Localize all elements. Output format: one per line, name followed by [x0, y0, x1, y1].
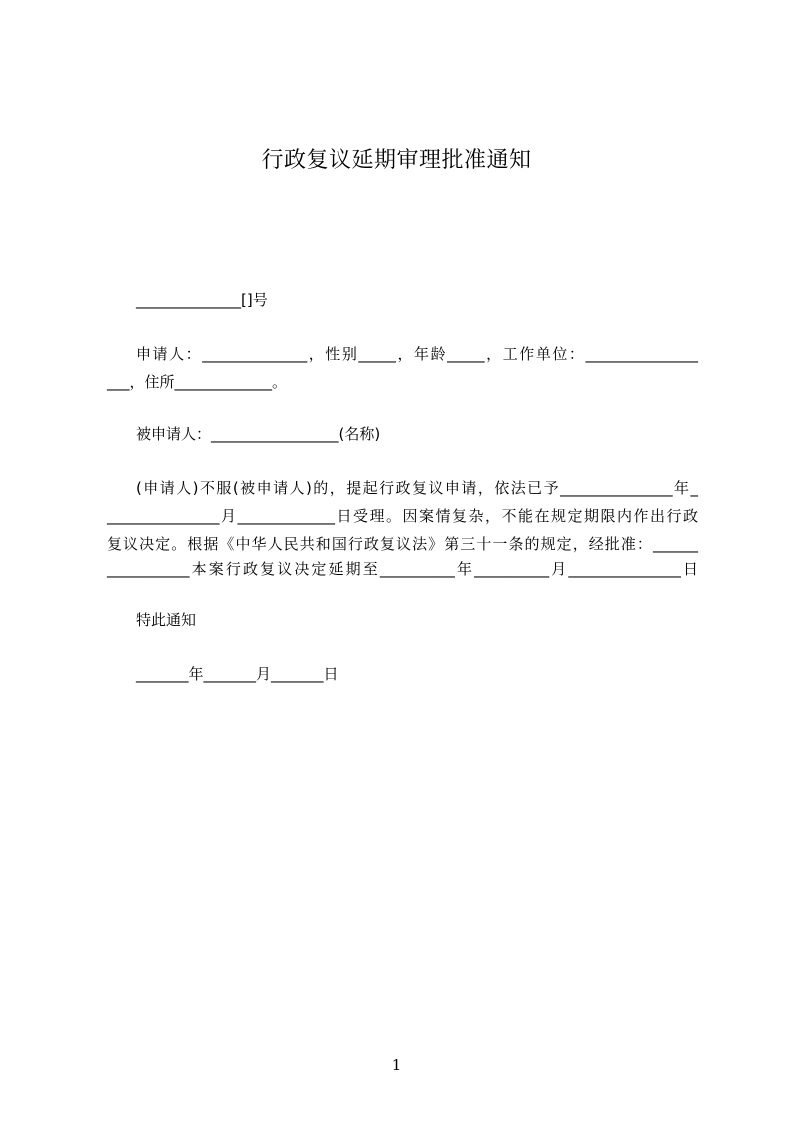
- document-title: 行政复议延期审理批准通知: [261, 148, 532, 173]
- notice-text: 特此通知: [136, 611, 197, 629]
- applicant-line-2: ___，住所_____________。: [107, 373, 288, 391]
- page-number: 1: [391, 1056, 402, 1074]
- date-line: _______年_______月_______日: [136, 665, 339, 683]
- body-line-4: ___________本案行政复议决定延期至__________年__________月_______________日: [107, 560, 698, 578]
- body-line-1: (申请人)不服(被申请人)的，提起行政复议申请，依法已予_______________年_: [136, 479, 698, 497]
- applicant-line-1: 申请人：______________，性别_____，年龄_____，工作单位：_______________: [136, 345, 698, 363]
- body-line-2: _______________月_____________日受理。因案情复杂，不能在规定期限内作出行政: [107, 507, 698, 525]
- respondent-line: 被申请人：_________________(名称): [136, 425, 381, 443]
- document-number: ______________[]号: [136, 291, 268, 309]
- body-line-3: 复议决定。根据《中华人民共和国行政复议法》第三十一条的规定，经批准：______: [107, 535, 698, 553]
